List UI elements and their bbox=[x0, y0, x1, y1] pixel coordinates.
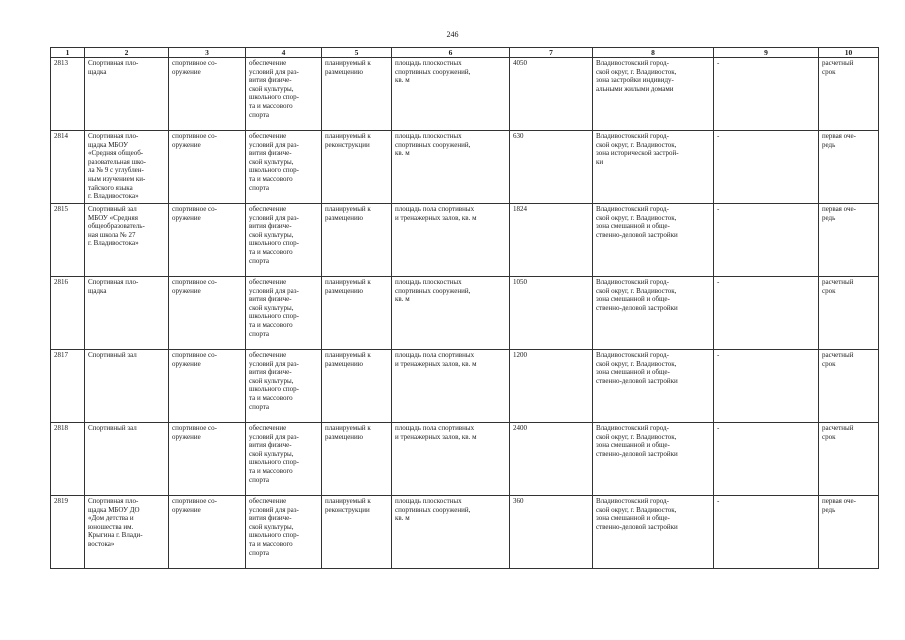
term-cell: расчетный срок bbox=[819, 58, 879, 131]
zone-cell: - bbox=[714, 277, 819, 350]
parameter-value-cell: 1050 bbox=[510, 277, 593, 350]
object-purpose-cell: обеспечение условий для раз- вития физиче- ской культуры, школьного спор- та и массового спорта bbox=[246, 204, 322, 277]
parameter-name-cell: площадь пола спортивных и тренажерных залов, кв. м bbox=[392, 423, 510, 496]
parameter-name-cell: площадь пола спортивных и тренажерных залов, кв. м bbox=[392, 350, 510, 423]
table-row bbox=[51, 423, 879, 496]
column-header: 5 bbox=[322, 48, 392, 58]
location-cell: Владивостокский город- ской округ, г. Владивосток, зона смешанной и обще- ственно-деловой застройки bbox=[593, 496, 714, 569]
zone-cell: - bbox=[714, 58, 819, 131]
parameter-name-cell: площадь плоскостных спортивных сооружений, кв. м bbox=[392, 277, 510, 350]
column-header: 7 bbox=[510, 48, 593, 58]
object-name-cell: Спортивная пло- щадка МБОУ ДО «Дом детства и юношества им. Крыгина г. Влади- востока» bbox=[85, 496, 169, 569]
object-name-cell: Спортивный зал bbox=[85, 423, 169, 496]
object-purpose-cell: обеспечение условий для раз- вития физиче- ской культуры, школьного спор- та и массового спорта bbox=[246, 131, 322, 204]
zone-cell: - bbox=[714, 496, 819, 569]
parameter-value-cell: 4050 bbox=[510, 58, 593, 131]
location-cell: Владивостокский город- ской округ, г. Владивосток, зона исторической застрой- ки bbox=[593, 131, 714, 204]
object-name-cell: Спортивная пло- щадка МБОУ «Средняя общеоб- разовательная шко- ла № 9 с углублен- ным изучением ки- тайского языка г. Владивостока» bbox=[85, 131, 169, 204]
parameter-value-cell: 1824 bbox=[510, 204, 593, 277]
object-type-cell: спортивное со- оружение bbox=[169, 131, 246, 204]
object-purpose-cell: обеспечение условий для раз- вития физиче- ской культуры, школьного спор- та и массового спорта bbox=[246, 277, 322, 350]
column-header: 6 bbox=[392, 48, 510, 58]
term-cell: первая оче- редь bbox=[819, 496, 879, 569]
object-status-cell: планируемый к размещению bbox=[322, 350, 392, 423]
object-purpose-cell: обеспечение условий для раз- вития физиче- ской культуры, школьного спор- та и массового спорта bbox=[246, 350, 322, 423]
object-number-cell: 2813 bbox=[51, 58, 85, 131]
parameter-value-cell: 1200 bbox=[510, 350, 593, 423]
table-row bbox=[51, 350, 879, 423]
object-type-cell: спортивное со- оружение bbox=[169, 350, 246, 423]
object-name-cell: Спортивная пло- щадка bbox=[85, 58, 169, 131]
term-cell: расчетный срок bbox=[819, 277, 879, 350]
object-status-cell: планируемый к размещению bbox=[322, 423, 392, 496]
object-name-cell: Спортивный зал МБОУ «Средняя общеобразователь- ная школа № 27 г. Владивостока» bbox=[85, 204, 169, 277]
object-status-cell: планируемый к реконструкции bbox=[322, 496, 392, 569]
table-row bbox=[51, 58, 879, 131]
zone-cell: - bbox=[714, 423, 819, 496]
object-number-cell: 2819 bbox=[51, 496, 85, 569]
object-type-cell: спортивное со- оружение bbox=[169, 277, 246, 350]
object-number-cell: 2814 bbox=[51, 131, 85, 204]
table-row bbox=[51, 131, 879, 204]
page-number: 246 bbox=[446, 30, 459, 39]
object-name-cell: Спортивная пло- щадка bbox=[85, 277, 169, 350]
column-header: 9 bbox=[714, 48, 819, 58]
location-cell: Владивостокский город- ской округ, г. Владивосток, зона смешанной и обще- ственно-деловой застройки bbox=[593, 350, 714, 423]
object-number-cell: 2817 bbox=[51, 350, 85, 423]
object-status-cell: планируемый к размещению bbox=[322, 58, 392, 131]
zone-cell: - bbox=[714, 131, 819, 204]
object-name-cell: Спортивный зал bbox=[85, 350, 169, 423]
table-header bbox=[51, 48, 879, 58]
column-header: 4 bbox=[246, 48, 322, 58]
object-number-cell: 2816 bbox=[51, 277, 85, 350]
term-cell: первая оче- редь bbox=[819, 204, 879, 277]
column-header: 2 bbox=[85, 48, 169, 58]
parameter-name-cell: площадь плоскостных спортивных сооружений, кв. м bbox=[392, 58, 510, 131]
object-type-cell: спортивное со- оружение bbox=[169, 496, 246, 569]
column-header: 3 bbox=[169, 48, 246, 58]
column-header: 1 bbox=[51, 48, 85, 58]
parameter-name-cell: площадь плоскостных спортивных сооружений, кв. м bbox=[392, 496, 510, 569]
zone-cell: - bbox=[714, 204, 819, 277]
object-purpose-cell: обеспечение условий для раз- вития физиче- ской культуры, школьного спор- та и массового спорта bbox=[246, 423, 322, 496]
object-number-cell: 2818 bbox=[51, 423, 85, 496]
table-row bbox=[51, 204, 879, 277]
object-type-cell: спортивное со- оружение bbox=[169, 423, 246, 496]
table-body bbox=[51, 58, 879, 569]
term-cell: расчетный срок bbox=[819, 350, 879, 423]
table-row bbox=[51, 496, 879, 569]
term-cell: первая оче- редь bbox=[819, 131, 879, 204]
location-cell: Владивостокский город- ской округ, г. Владивосток, зона застройки индивиду- альными жилыми домами bbox=[593, 58, 714, 131]
parameter-name-cell: площадь плоскостных спортивных сооружений, кв. м bbox=[392, 131, 510, 204]
object-type-cell: спортивное со- оружение bbox=[169, 204, 246, 277]
table-row bbox=[51, 277, 879, 350]
column-header: 10 bbox=[819, 48, 879, 58]
parameter-name-cell: площадь пола спортивных и тренажерных залов, кв. м bbox=[392, 204, 510, 277]
object-purpose-cell: обеспечение условий для раз- вития физиче- ской культуры, школьного спор- та и массового спорта bbox=[246, 496, 322, 569]
parameter-value-cell: 630 bbox=[510, 131, 593, 204]
zone-cell: - bbox=[714, 350, 819, 423]
object-number-cell: 2815 bbox=[51, 204, 85, 277]
object-purpose-cell: обеспечение условий для раз- вития физиче- ской культуры, школьного спор- та и массового спорта bbox=[246, 58, 322, 131]
parameter-value-cell: 2400 bbox=[510, 423, 593, 496]
object-status-cell: планируемый к размещению bbox=[322, 204, 392, 277]
term-cell: расчетный срок bbox=[819, 423, 879, 496]
column-header: 8 bbox=[593, 48, 714, 58]
header-row bbox=[51, 48, 879, 58]
object-type-cell: спортивное со- оружение bbox=[169, 58, 246, 131]
parameter-value-cell: 360 bbox=[510, 496, 593, 569]
location-cell: Владивостокский город- ской округ, г. Владивосток, зона смешанной и обще- ственно-деловой застройки bbox=[593, 423, 714, 496]
object-status-cell: планируемый к реконструкции bbox=[322, 131, 392, 204]
location-cell: Владивостокский город- ской округ, г. Владивосток, зона смешанной и обще- ственно-деловой застройки bbox=[593, 204, 714, 277]
object-status-cell: планируемый к размещению bbox=[322, 277, 392, 350]
objects-table bbox=[50, 47, 879, 569]
location-cell: Владивостокский город- ской округ, г. Владивосток, зона смешанной и обще- ственно-деловой застройки bbox=[593, 277, 714, 350]
